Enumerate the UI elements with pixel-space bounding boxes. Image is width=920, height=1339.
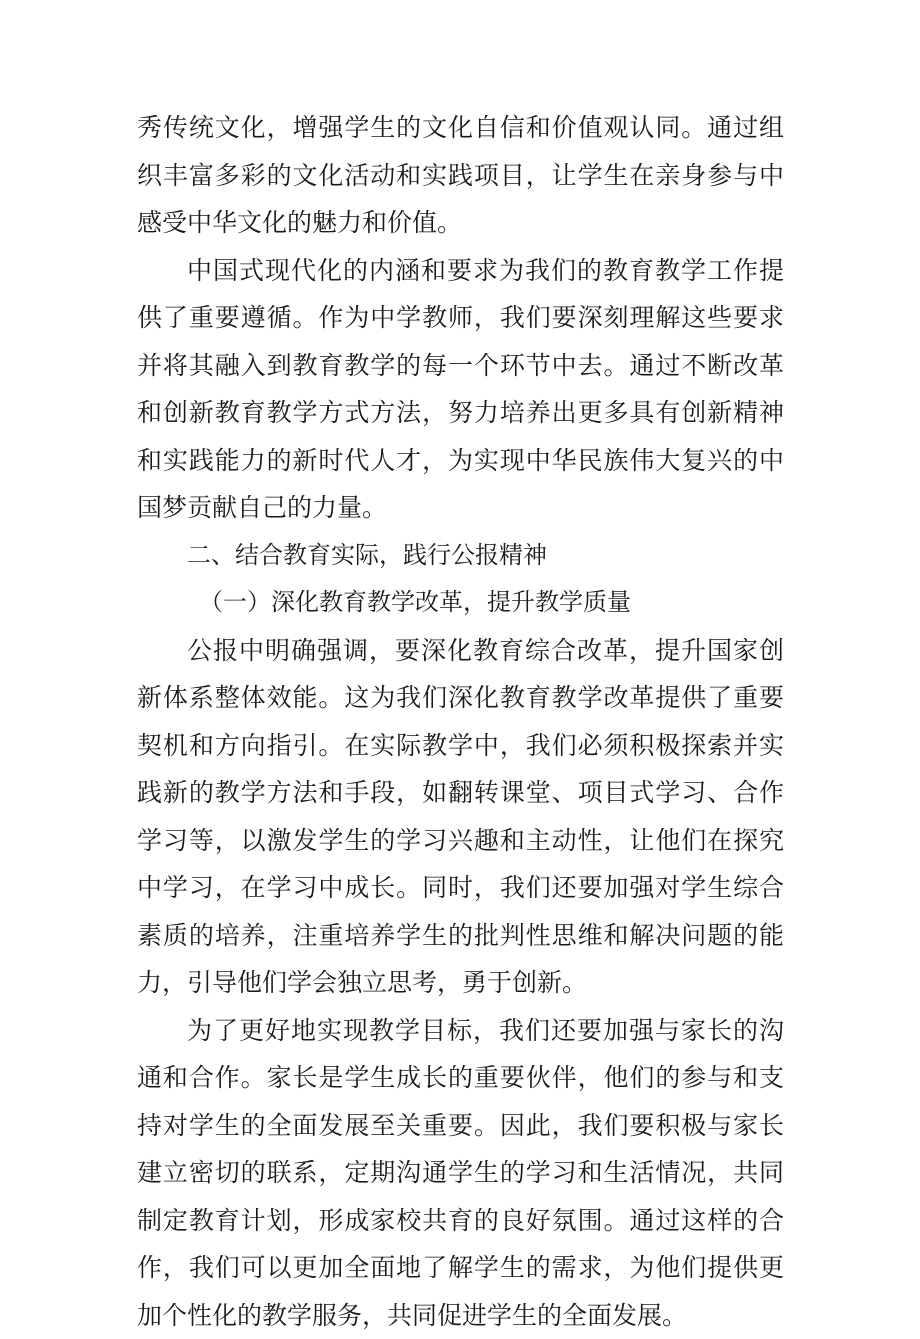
document-body	[137, 104, 784, 1339]
paragraph-modernization: 中国式现代化的内涵和要求为我们的教育教学工作提供了重要遵循。作为中学教师，我们要深刻理解这些要求并将其融入到教育教学的每一个环节中去。通过不断改革和创新教育教学方式方法，努力培养出更多具有创新精神和实践能力的新时代人才，为实现中华民族伟大复兴的中国梦贡献自己的力量。	[137, 247, 784, 532]
subsection-heading: （一）深化教育教学改革，提升教学质量	[137, 579, 784, 627]
paragraph-parents: 为了更好地实现教学目标，我们还要加强与家长的沟通和合作。家长是学生成长的重要伙伴，他们的参与和支持对学生的全面发展至关重要。因此，我们要积极与家长建立密切的联系，定期沟通学生的学习和生活情况，共同制定教育计划，形成家校共育的良好氛围。通过这样的合作，我们可以更加全面地了解学生的需求，为他们提供更加个性化的教学服务，共同促进学生的全面发展。	[137, 1007, 784, 1339]
paragraph-continued: 秀传统文化，增强学生的文化自信和价值观认同。通过组织丰富多彩的文化活动和实践项目，让学生在亲身参与中感受中华文化的魅力和价值。	[137, 104, 784, 247]
section-heading: 二、结合教育实际，践行公报精神	[137, 532, 784, 580]
paragraph-reform: 公报中明确强调，要深化教育综合改革，提升国家创新体系整体效能。这为我们深化教育教学改革提供了重要契机和方向指引。在实际教学中，我们必须积极探索并实践新的教学方法和手段，如翻转课堂、项目式学习、合作学习等，以激发学生的学习兴趣和主动性，让他们在探究中学习，在学习中成长。同时，我们还要加强对学生综合素质的培养，注重培养学生的批判性思维和解决问题的能力，引导他们学会独立思考，勇于创新。	[137, 627, 784, 1007]
